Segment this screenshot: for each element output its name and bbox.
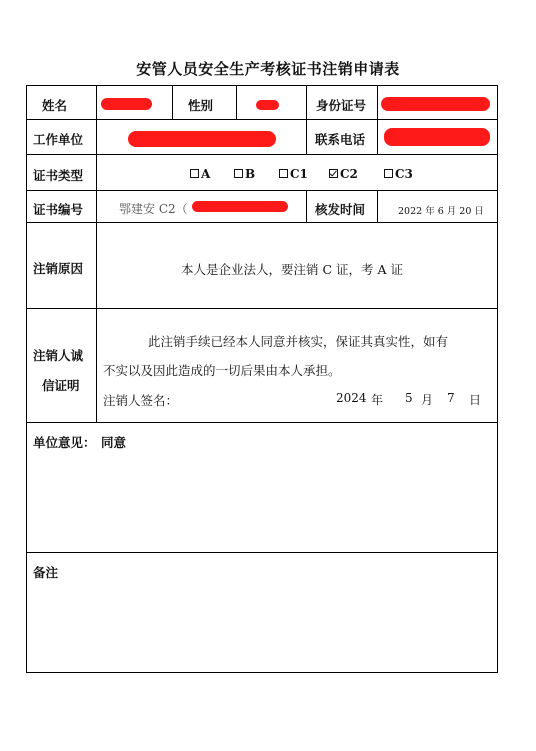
reason-label: 注销原因 xyxy=(33,261,84,276)
checkbox-icon xyxy=(190,169,199,178)
pledge-year: 2024 xyxy=(336,391,367,405)
cert-type-option-c3[interactable]: C3 xyxy=(384,167,413,181)
gender-redaction xyxy=(256,100,279,110)
col-divider xyxy=(172,85,173,119)
unit-opinion-value: 同意 xyxy=(101,435,127,450)
row-divider xyxy=(26,552,498,553)
pledge-year-unit: 年 xyxy=(371,393,384,407)
gender-label: 性别 xyxy=(188,98,214,113)
signature-label: 注销人签名： xyxy=(103,393,179,408)
pledge-text-line1: 此注销手续已经本人同意并核实，保证其真实性，如有 xyxy=(148,334,449,349)
pledge-month-unit: 月 xyxy=(421,393,434,407)
cert-type-option-b[interactable]: B xyxy=(234,167,255,181)
work-unit-label: 工作单位 xyxy=(33,132,84,147)
work-unit-redaction xyxy=(128,131,276,147)
col-divider xyxy=(377,85,378,154)
pledge-day-unit: 日 xyxy=(469,393,482,407)
name-redaction xyxy=(101,98,152,110)
pledge-text-line2: 不实以及因此造成的一切后果由本人承担。 xyxy=(103,363,341,378)
issue-date-value: 2022 年 6 月 20 日 xyxy=(398,206,484,217)
col-divider xyxy=(306,85,307,154)
reason-text: 本人是企业法人，要注销 C 证，考 A 证 xyxy=(181,262,403,277)
row-divider xyxy=(26,422,498,423)
id-number-label: 身份证号 xyxy=(316,98,367,113)
cert-number-label: 证书编号 xyxy=(33,202,84,217)
cert-type-option-a[interactable]: A xyxy=(190,167,210,181)
cert-type-label: 证书类型 xyxy=(33,168,84,183)
cert-type-option-c1[interactable]: C1 xyxy=(279,167,308,181)
col-divider xyxy=(377,190,378,222)
checkbox-icon xyxy=(279,169,288,178)
remark-label: 备注 xyxy=(33,565,59,580)
pledge-label-line2: 信证明 xyxy=(42,378,80,393)
checkbox-icon xyxy=(234,169,243,178)
col-divider xyxy=(96,85,97,422)
pledge-month: 5 xyxy=(405,391,413,405)
checked-checkbox-icon xyxy=(329,169,338,178)
col-divider xyxy=(306,190,307,222)
cert-type-option-c2[interactable]: C2 xyxy=(329,167,358,181)
name-label: 姓名 xyxy=(42,98,68,113)
phone-label: 联系电话 xyxy=(315,132,366,147)
cert-number-prefix: 鄂建安 C2（ xyxy=(119,202,188,216)
cert-number-redaction xyxy=(192,201,288,212)
checkbox-icon xyxy=(384,169,393,178)
pledge-label-line1: 注销人诚 xyxy=(33,348,84,363)
phone-redaction xyxy=(384,128,490,146)
issue-date-label: 核发时间 xyxy=(315,202,366,217)
pledge-day: 7 xyxy=(447,391,455,405)
unit-opinion-label: 单位意见： xyxy=(33,435,96,450)
col-divider xyxy=(236,85,237,119)
page-title: 安管人员安全生产考核证书注销申请表 xyxy=(136,60,400,78)
id-number-redaction xyxy=(381,97,490,111)
